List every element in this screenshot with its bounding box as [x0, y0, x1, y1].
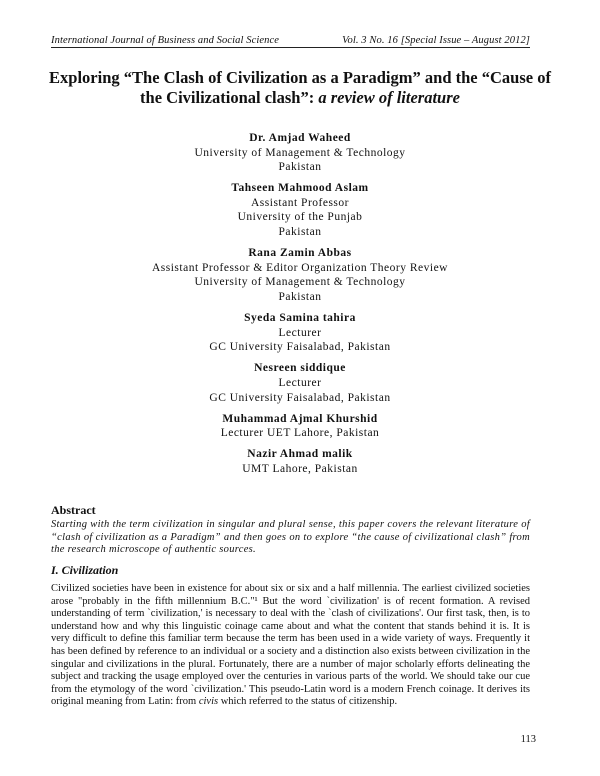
- author-name: Syeda Samina tahira: [244, 312, 356, 325]
- abstract-text: Starting with the term civilization in singular and plural sense, this paper covers the relevant literature of “clash of civilization as a Paradigm” and then goes on to explore “the cause of civilizational clash” from the research microscope of authentic sources.: [51, 519, 530, 556]
- author-name: Muhammad Ajmal Khurshid: [222, 412, 378, 425]
- author-affiliation: Lecturer UET Lahore, Pakistan: [220, 427, 380, 440]
- body-italic-term: civis: [198, 696, 219, 708]
- author-name: Dr. Amjad Waheed: [249, 132, 351, 144]
- author-name: Nazir Ahmad malik: [247, 448, 353, 461]
- author-block: [40, 361, 560, 405]
- author-block: [40, 311, 560, 355]
- author-block: [40, 181, 560, 239]
- issue-info: Vol. 3 No. 16 [Special Issue – August 2012]: [342, 35, 530, 46]
- author-affiliation: Lecturer: [278, 326, 322, 339]
- author-list: [40, 131, 560, 483]
- author-affiliation: UMT Lahore, Pakistan: [242, 462, 358, 475]
- author-affiliation: Pakistan: [278, 290, 322, 303]
- title-line-1: Exploring “The Clash of Civilization as a Paradigm” and the “Cause of: [49, 68, 551, 87]
- author-affiliation: GC University Faisalabad, Pakistan: [209, 391, 391, 404]
- author-affiliation: Assistant Professor & Editor Organization Theory Review: [151, 261, 448, 274]
- page-number: 113: [520, 734, 536, 745]
- section-body: [51, 583, 530, 709]
- title-line-2-main: the Civilizational clash”:: [140, 88, 319, 107]
- author-block: [40, 447, 560, 476]
- author-name: Tahseen Mahmood Aslam: [231, 182, 369, 195]
- author-affiliation: GC University Faisalabad, Pakistan: [209, 341, 391, 354]
- author-affiliation: Pakistan: [278, 226, 322, 239]
- author-affiliation: Pakistan: [278, 161, 322, 174]
- author-block: [40, 246, 560, 304]
- section-heading: I. Civilization: [51, 563, 119, 577]
- title-line-2: [40, 88, 560, 108]
- author-name: Nesreen siddique: [254, 362, 346, 375]
- running-header: [51, 35, 530, 48]
- body-text-part: which referred to the status of citizenship.: [218, 696, 398, 708]
- author-name: Rana Zamin Abbas: [248, 247, 352, 260]
- author-affiliation: University of Management & Technology: [194, 276, 406, 289]
- journal-name: International Journal of Business and Social Science: [51, 35, 279, 46]
- paper-title: [40, 68, 560, 108]
- author-affiliation: Assistant Professor: [251, 196, 349, 209]
- body-text-part: Civilized societies have been in existence for about six or six and a half millennia. The earliest civilized societies arose "probably in the fifth millennium B.C."¹ But the word `civilization' is of recent formation. A revised understanding of term `civilization,' is necessary to deal with the `clash of civilizations'. Our first task, then, is to understand how and why this linguistic coinage came about and what the content that stands behind it is. It is very difficult to define this familiar term because the term has been used in a wide variety of ways. Frequently it has been defined by reference to an individual or a society and a distinction also exists between civilization in the singular and civilizations in the plural. Fortunately, there are a number of major scholarly efforts delineating the subject and tracking the usage employed over the centuries in various parts of the world. We should take our cue from the etymology of the word `civilization.' This pseudo-Latin word is a modern French coinage. It derives its original meaning from Latin: from: [51, 583, 530, 708]
- title-subtitle: a review of literature: [318, 88, 460, 107]
- abstract-heading: Abstract: [51, 503, 96, 517]
- author-block: [40, 412, 560, 441]
- author-affiliation: University of the Punjab: [237, 211, 363, 224]
- author-affiliation: University of Management & Technology: [194, 146, 406, 159]
- author-affiliation: Lecturer: [278, 376, 322, 389]
- author-block: [40, 131, 560, 175]
